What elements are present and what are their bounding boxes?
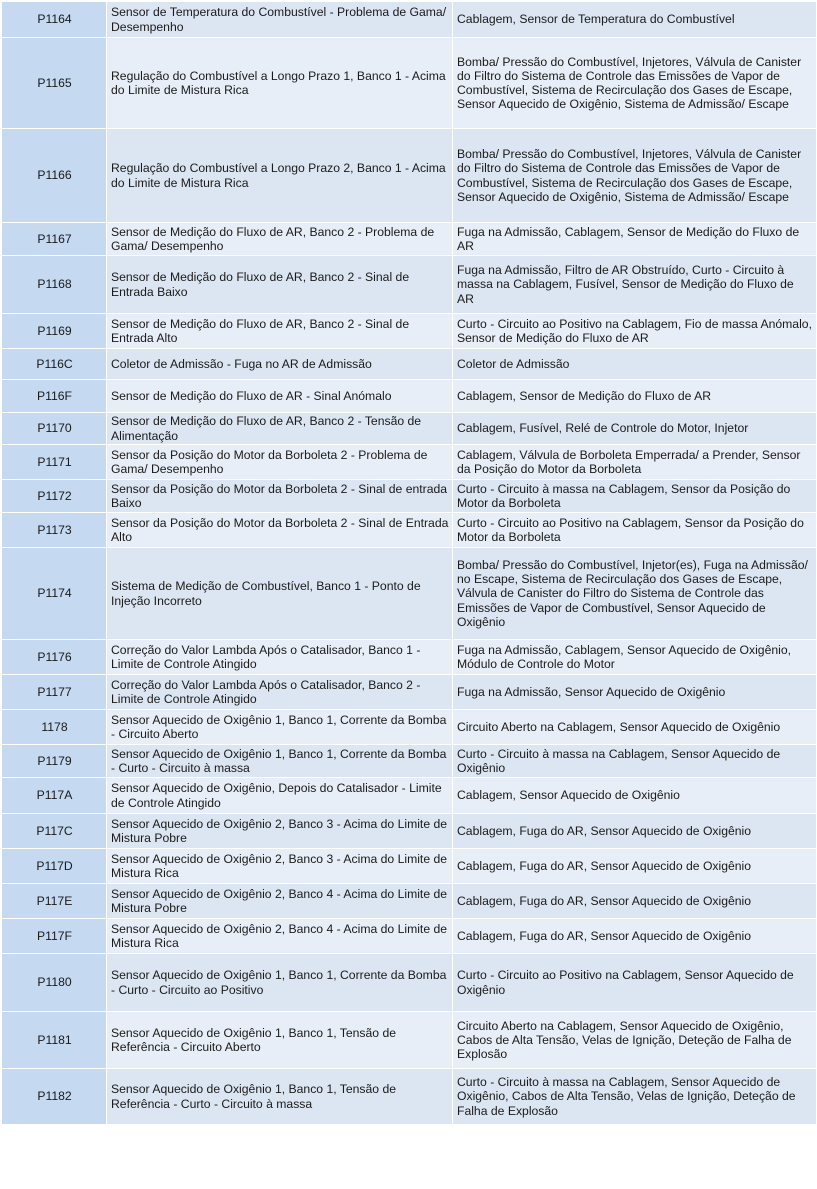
fault-code: P1166 [2,129,107,223]
fault-code: P1176 [2,640,107,675]
table-row [2,1069,817,1125]
table-row [2,223,817,256]
table-row [2,445,817,480]
possible-causes: Bomba/ Pressão do Combustível, Injetores, Válvula de Canister do Filtro do Sistema de Controle das Emissões de Vapor de Combustível, Sistema de Recirculação dos Gases de Escape, Sensor Aquecido de Oxigênio, Sistema de Admissão/ Escape [453,38,817,129]
possible-causes: Fuga na Admissão, Cablagem, Sensor de Medição do Fluxo de AR [453,223,817,256]
fault-description: Sensor Aquecido de Oxigênio 1, Banco 1, Tensão de Referência - Circuito Aberto [107,1012,453,1069]
table-row [2,413,817,445]
fault-description: Sensor Aquecido de Oxigênio 1, Banco 1, Corrente da Bomba - Curto - Circuito ao Positivo [107,954,453,1012]
table-row [2,380,817,413]
possible-causes: Curto - Circuito ao Positivo na Cablagem, Sensor da Posição do Motor da Borboleta [453,513,817,548]
diagnostic-codes-table [1,1,817,1125]
table-row [2,675,817,710]
table-row [2,778,817,814]
fault-description: Correção do Valor Lambda Após o Catalisador, Banco 1 - Limite de Controle Atingido [107,640,453,675]
possible-causes: Cablagem, Fuga do AR, Sensor Aquecido de Oxigênio [453,884,817,919]
possible-causes: Cablagem, Fusível, Relé de Controle do Motor, Injetor [453,413,817,445]
possible-causes: Cablagem, Sensor Aquecido de Oxigênio [453,778,817,814]
table-row [2,745,817,778]
possible-causes: Coletor de Admissão [453,349,817,380]
table-row [2,480,817,513]
fault-description: Sensor de Medição do Fluxo de AR, Banco 2 - Problema de Gama/ Desempenho [107,223,453,256]
fault-code: P117D [2,849,107,884]
fault-code: P1172 [2,480,107,513]
possible-causes: Curto - Circuito ao Positivo na Cablagem, Fio de massa Anómalo, Sensor de Medição do Fluxo de AR [453,314,817,349]
table-body [2,2,817,1125]
fault-code: P1165 [2,38,107,129]
fault-code: P1170 [2,413,107,445]
fault-code: P1182 [2,1069,107,1125]
fault-description: Sensor Aquecido de Oxigênio 1, Banco 1, Tensão de Referência - Curto - Circuito à massa [107,1069,453,1125]
fault-description: Sensor de Medição do Fluxo de AR, Banco 2 - Sinal de Entrada Baixo [107,256,453,314]
fault-code: P1173 [2,513,107,548]
fault-description: Sensor de Medição do Fluxo de AR, Banco 2 - Tensão de Alimentação [107,413,453,445]
table-row [2,710,817,745]
table-row [2,884,817,919]
possible-causes: Cablagem, Fuga do AR, Sensor Aquecido de Oxigênio [453,814,817,849]
possible-causes: Fuga na Admissão, Sensor Aquecido de Oxigênio [453,675,817,710]
possible-causes: Cablagem, Fuga do AR, Sensor Aquecido de Oxigênio [453,919,817,954]
fault-code: P1164 [2,2,107,38]
table-row [2,548,817,640]
fault-code: P117F [2,919,107,954]
fault-code: P1171 [2,445,107,480]
fault-description: Sensor de Medição do Fluxo de AR - Sinal Anómalo [107,380,453,413]
fault-code: P1167 [2,223,107,256]
fault-code: P1168 [2,256,107,314]
fault-description: Regulação do Combustível a Longo Prazo 2, Banco 1 - Acima do Limite de Mistura Rica [107,129,453,223]
fault-description: Sensor da Posição do Motor da Borboleta 2 - Sinal de entrada Baixo [107,480,453,513]
fault-description: Sensor Aquecido de Oxigênio 1, Banco 1, Corrente da Bomba - Curto - Circuito à massa [107,745,453,778]
fault-description: Sensor de Medição do Fluxo de AR, Banco 2 - Sinal de Entrada Alto [107,314,453,349]
fault-code: P117E [2,884,107,919]
fault-description: Sensor Aquecido de Oxigênio 2, Banco 3 - Acima do Limite de Mistura Rica [107,849,453,884]
table-row [2,256,817,314]
fault-description: Sensor da Posição do Motor da Borboleta 2 - Problema de Gama/ Desempenho [107,445,453,480]
fault-code: P1177 [2,675,107,710]
table-row [2,814,817,849]
fault-code: P1180 [2,954,107,1012]
possible-causes: Bomba/ Pressão do Combustível, Injetor(es), Fuga na Admissão/ no Escape, Sistema de Recirculação dos Gases de Escape, Válvula de Canister do Filtro do Sistema de Controle das Emissões de Vapor de Combustível, Sensor Aquecido de Oxigênio [453,548,817,640]
possible-causes: Circuito Aberto na Cablagem, Sensor Aquecido de Oxigênio, Cabos de Alta Tensão, Velas de Ignição, Deteção de Falha de Explosão [453,1012,817,1069]
table-row [2,349,817,380]
fault-code: P1174 [2,548,107,640]
table-row [2,129,817,223]
table-row [2,849,817,884]
fault-description: Sistema de Medição de Combustível, Banco 1 - Ponto de Injeção Incorreto [107,548,453,640]
fault-description: Sensor Aquecido de Oxigênio 2, Banco 4 - Acima do Limite de Mistura Rica [107,919,453,954]
fault-code: P1181 [2,1012,107,1069]
possible-causes: Cablagem, Sensor de Temperatura do Combustível [453,2,817,38]
fault-code: P116F [2,380,107,413]
fault-description: Sensor Aquecido de Oxigênio, Depois do Catalisador - Limite de Controle Atingido [107,778,453,814]
possible-causes: Curto - Circuito à massa na Cablagem, Sensor Aquecido de Oxigênio [453,745,817,778]
fault-description: Sensor da Posição do Motor da Borboleta 2 - Sinal de Entrada Alto [107,513,453,548]
table-row [2,640,817,675]
fault-description: Sensor de Temperatura do Combustível - Problema de Gama/ Desempenho [107,2,453,38]
table-row [2,1012,817,1069]
fault-code: P116C [2,349,107,380]
table-row [2,954,817,1012]
fault-description: Sensor Aquecido de Oxigênio 1, Banco 1, Corrente da Bomba - Circuito Aberto [107,710,453,745]
possible-causes: Curto - Circuito à massa na Cablagem, Sensor Aquecido de Oxigênio, Cabos de Alta Tensão, Velas de Ignição, Deteção de Falha de Explosão [453,1069,817,1125]
fault-description: Coletor de Admissão - Fuga no AR de Admissão [107,349,453,380]
possible-causes: Fuga na Admissão, Cablagem, Sensor Aquecido de Oxigênio, Módulo de Controle do Motor [453,640,817,675]
fault-code: P117A [2,778,107,814]
table-row [2,513,817,548]
fault-code: P1179 [2,745,107,778]
possible-causes: Curto - Circuito ao Positivo na Cablagem, Sensor Aquecido de Oxigênio [453,954,817,1012]
fault-description: Sensor Aquecido de Oxigênio 2, Banco 4 - Acima do Limite de Mistura Pobre [107,884,453,919]
table-row [2,2,817,38]
possible-causes: Circuito Aberto na Cablagem, Sensor Aquecido de Oxigênio [453,710,817,745]
possible-causes: Curto - Circuito à massa na Cablagem, Sensor da Posição do Motor da Borboleta [453,480,817,513]
possible-causes: Cablagem, Fuga do AR, Sensor Aquecido de Oxigênio [453,849,817,884]
table-row [2,314,817,349]
table-row [2,38,817,129]
table-row [2,919,817,954]
possible-causes: Cablagem, Válvula de Borboleta Emperrada/ a Prender, Sensor da Posição do Motor da Borboleta [453,445,817,480]
possible-causes: Fuga na Admissão, Filtro de AR Obstruído, Curto - Circuito à massa na Cablagem, Fusível, Sensor de Medição do Fluxo de AR [453,256,817,314]
fault-code: P1169 [2,314,107,349]
fault-description: Sensor Aquecido de Oxigênio 2, Banco 3 - Acima do Limite de Mistura Pobre [107,814,453,849]
fault-description: Regulação do Combustível a Longo Prazo 1, Banco 1 - Acima do Limite de Mistura Rica [107,38,453,129]
fault-code: P117C [2,814,107,849]
possible-causes: Cablagem, Sensor de Medição do Fluxo de AR [453,380,817,413]
possible-causes: Bomba/ Pressão do Combustível, Injetores, Válvula de Canister do Filtro do Sistema de Controle das Emissões de Vapor de Combustível, Sistema de Recirculação dos Gases de Escape, Sensor Aquecido de Oxigênio, Sistema de Admissão/ Escape [453,129,817,223]
fault-code: 1178 [2,710,107,745]
fault-description: Correção do Valor Lambda Após o Catalisador, Banco 2 - Limite de Controle Atingido [107,675,453,710]
